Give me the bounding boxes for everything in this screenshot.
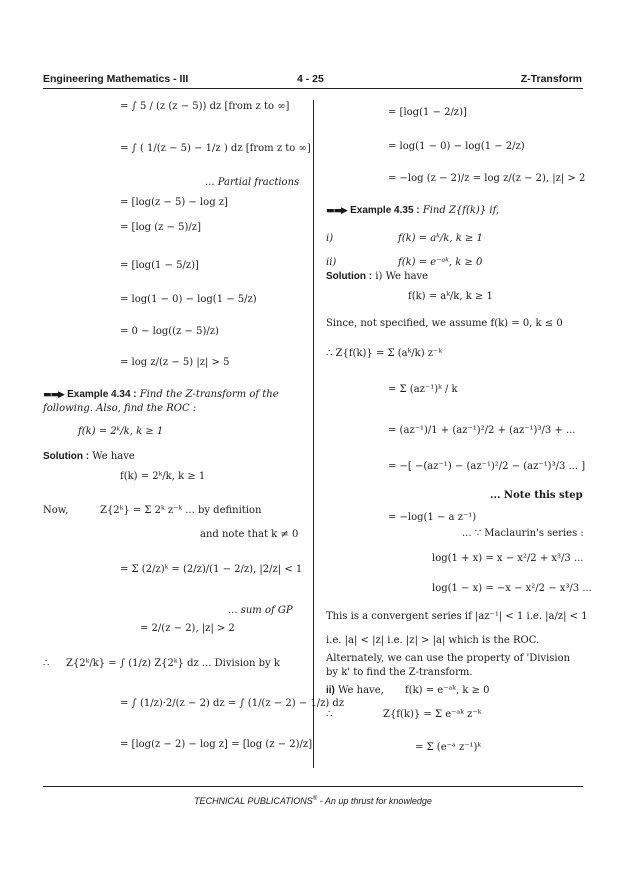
margin-note: and note that k ≠ 0 (200, 529, 299, 540)
equation-line: = ∫ ( 1/(z − 5) − 1/z ) dz [from z to ∞] (120, 143, 311, 154)
example-text: following. Also, find the ROC : (43, 403, 197, 414)
equation-line: f(k) = aᵏ/k, k ≥ 1 (408, 291, 493, 302)
solution-text: i) We have (375, 271, 429, 282)
equation-line: = 0 − log((z − 5)/z) (120, 326, 219, 337)
equation-line: = log(1 − 0) − log(1 − 5/z) (120, 294, 257, 305)
registered-mark: ® (312, 796, 318, 802)
example-heading (43, 388, 279, 402)
equation-line: log(1 − x) = −x − x²/2 − x³/3 ... (432, 583, 592, 594)
solution-label: Solution : (43, 451, 90, 462)
equation-line: Z{2ᵏ} = Σ 2ᵏ z⁻ᵏ ... by definition (100, 505, 262, 516)
column-divider (313, 100, 314, 768)
example-label: Example 4.35 : (350, 205, 420, 216)
case-label: ii) (326, 257, 337, 268)
equation-line: f(k) = e⁻ᵃᵏ, k ≥ 0 (398, 257, 483, 268)
example-heading (326, 204, 499, 218)
margin-note: ... Partial fractions (205, 177, 300, 188)
publisher-name: TECHNICAL PUBLICATIONS (194, 796, 313, 806)
example-text: Find Z{f(k)} if, (422, 205, 500, 216)
equation-line: = [log (z − 5)/z] (120, 222, 201, 233)
arrow-bullet-icon: ▬▬▶ (326, 206, 347, 216)
equation-line: Z{f(k)} = Σ e⁻ᵃᵏ z⁻ᵏ (383, 709, 482, 720)
text-line: i.e. |a| < |z| i.e. |z| > |a| which is the ROC. (326, 635, 540, 646)
header-chapter-title: Z-Transform (520, 73, 582, 85)
equation-line: log(1 + x) = x − x²/2 + x³/3 ... (432, 553, 584, 564)
equation-line: = log(1 − 0) − log(1 − 2/z) (388, 141, 525, 152)
equation-line: = Σ (az⁻¹)ᵏ / k (388, 384, 458, 395)
case-label: i) (326, 233, 334, 244)
therefore-symbol: ∴ (43, 658, 50, 669)
margin-note: ... sum of GP (228, 605, 293, 616)
equation-line: Z{2ᵏ/k} = ∫ (1/z) Z{2ᵏ} dz ... Division by k (66, 658, 280, 669)
equation-line: = −log(1 − a z⁻¹) (388, 512, 477, 523)
equation-line: = Σ (2/z)ᵏ = (2/z)/(1 − 2/z), |2/z| < 1 (120, 564, 303, 575)
solution-heading (326, 270, 428, 283)
equation-line: ∴ Z{f(k)} = Σ (aᵏ/k) z⁻ᵏ (326, 348, 442, 359)
text-line: Since, not specified, we assume f(k) = 0, k ≤ 0 (326, 318, 563, 329)
equation-line: = ∫ (1/z)·2/(z − 2) dz = ∫ (1/(z − 2) − 1/z) dz (120, 698, 345, 709)
equation-line: = ∫ 5 / (z (z − 5)) dz [from z to ∞] (120, 101, 290, 112)
header-page-number: 4 - 25 (297, 73, 324, 85)
footer (0, 796, 626, 806)
example-label: Example 4.34 : (67, 389, 137, 400)
equation-line: f(k) = 2ᵏ/k, k ≥ 1 (78, 426, 164, 437)
solution-text: We have (92, 451, 135, 462)
example-text: Find the Z-transform of the (139, 389, 279, 400)
text-line: Alternately, we can use the property of 'Division (326, 653, 571, 664)
text-line: This is a convergent series if |az⁻¹| < 1 i.e. |a/z| < 1 (326, 611, 588, 622)
equation-line: = [log(z − 5) − log z] (120, 197, 228, 208)
equation-line: = [log(1 − 5/z)] (120, 260, 199, 271)
equation-line: = log z/(z − 5) |z| > 5 (120, 357, 230, 368)
header-book-title: Engineering Mathematics - III (43, 73, 189, 85)
equation-line: = [log(z − 2) − log z] = [log (z − 2)/z] (120, 739, 313, 750)
equation-line: = (az⁻¹)/1 + (az⁻¹)²/2 + (az⁻¹)³/3 + ... (388, 425, 576, 436)
case-label: ii) (326, 685, 335, 696)
equation-line: = −log (z − 2)/z = log z/(z − 2), |z| > 2 (388, 173, 586, 184)
header-rule (43, 88, 583, 89)
footer-rule (43, 786, 583, 787)
case-text: We have, (338, 685, 384, 696)
therefore-symbol: ∴ (326, 709, 333, 720)
equation-line: = 2/(z − 2), |z| > 2 (140, 623, 235, 634)
equation-line: f(k) = aᵏ/k, k ≥ 1 (398, 233, 483, 244)
margin-note: ... Note this step (490, 490, 583, 501)
arrow-bullet-icon: ▬▬▶ (43, 390, 64, 400)
case-heading (326, 684, 384, 697)
solution-label: Solution : (326, 271, 373, 282)
solution-heading (43, 450, 135, 463)
publisher-tagline: - An up thrust for knowledge (317, 796, 432, 806)
label-now: Now, (43, 505, 69, 516)
equation-line: = [log(1 − 2/z)] (388, 107, 467, 118)
equation-line: = −[ −(az⁻¹) − (az⁻¹)²/2 − (az⁻¹)³/3 ... ] (388, 461, 586, 472)
text-line: by k' to find the Z-transform. (326, 667, 473, 678)
equation-line: f(k) = e⁻ᵃᵏ, k ≥ 0 (405, 685, 490, 696)
equation-line: = Σ (e⁻ᵃ z⁻¹)ᵏ (415, 742, 482, 753)
equation-line: f(k) = 2ᵏ/k, k ≥ 1 (120, 471, 206, 482)
margin-note: ... ∵ Maclaurin's series : (462, 528, 584, 539)
